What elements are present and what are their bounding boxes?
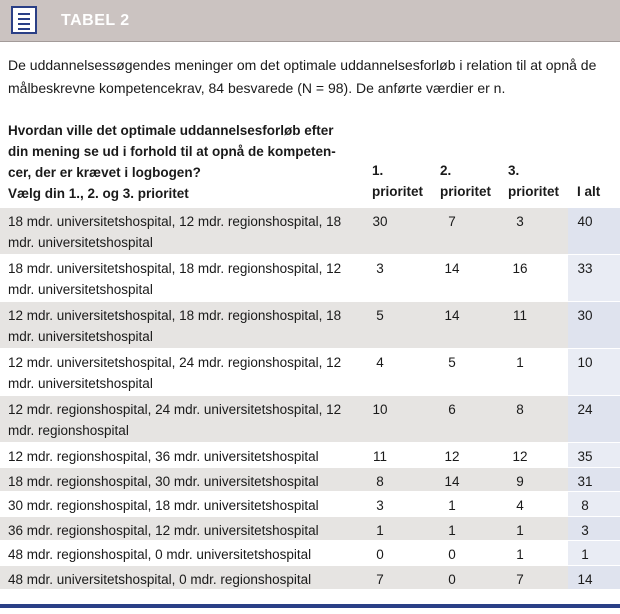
cell-total: 8: [581, 498, 589, 513]
row-label: 12 mdr. universitetshospital, 24 mdr. regionshospital, 12 mdr. universitetshospital: [8, 355, 342, 391]
cell-priority-1: 0: [376, 547, 384, 562]
table-row: [0, 396, 620, 443]
cell-priority-2: 6: [448, 402, 456, 417]
cell-priority-1: 10: [372, 402, 388, 417]
bottom-rule: [0, 604, 620, 608]
cell-priority-2: 1: [448, 522, 456, 538]
cell-priority-1: 8: [376, 473, 384, 489]
row-label: 30 mdr. regionshospital, 18 mdr. universitetshospital: [8, 498, 319, 513]
question-line: din mening se ud i forhold til at opnå de kompeten-: [8, 144, 336, 159]
cell-priority-3: 4: [516, 498, 524, 513]
cell-total: 40: [577, 214, 593, 229]
cell-total: 30: [577, 308, 593, 323]
question-header: [8, 120, 348, 204]
question-line: Hvordan ville det optimale uddannelsesforløb efter: [8, 123, 334, 138]
table-row: [0, 468, 620, 493]
table-row: [0, 517, 620, 542]
cell-total: 33: [577, 261, 593, 276]
table-header-bar: [0, 0, 620, 42]
row-label: 18 mdr. regionshospital, 30 mdr. universitetshospital: [8, 473, 319, 489]
cell-total: 14: [577, 571, 593, 587]
col-header-total: I alt: [577, 184, 601, 199]
table-row: [0, 255, 620, 302]
cell-total: 24: [577, 402, 593, 417]
table-row: [0, 349, 620, 396]
cell-priority-2: 1: [448, 498, 456, 513]
cell-priority-2: 12: [444, 449, 460, 464]
cell-priority-3: 11: [512, 308, 527, 323]
table-row: [0, 443, 620, 468]
table-title: TABEL 2: [61, 12, 130, 29]
cell-priority-2: 0: [448, 571, 456, 587]
cell-priority-2: 14: [444, 261, 460, 276]
table-row: [0, 208, 620, 255]
cell-total: 1: [581, 547, 589, 562]
cell-priority-3: 1: [516, 355, 524, 370]
cell-priority-2: 5: [448, 355, 456, 370]
cell-priority-1: 11: [372, 449, 387, 464]
cell-priority-2: 14: [444, 473, 460, 489]
cell-priority-1: 3: [376, 498, 384, 513]
table-icon: [11, 6, 37, 34]
cell-priority-3: 16: [512, 261, 528, 276]
row-label: 48 mdr. universitetshospital, 0 mdr. regionshospital: [8, 571, 312, 587]
cell-priority-2: 14: [444, 308, 460, 323]
table-row: [0, 492, 620, 517]
cell-priority-2: 7: [448, 214, 456, 229]
row-label: 12 mdr. regionshospital, 36 mdr. universitetshospital: [8, 449, 319, 464]
cell-priority-3: 12: [512, 449, 528, 464]
cell-priority-3: 9: [516, 473, 524, 489]
cell-total: 3: [581, 522, 589, 538]
cell-priority-2: 0: [448, 547, 456, 562]
table-row: [0, 566, 620, 591]
table-caption: De uddannelsessøgendes meninger om det optimale uddannelsesforløb i relation til at opnå de målbeskrevne kompetencekrav, 84 besvarede (N = 98). De anførte værdier er n.: [8, 57, 597, 96]
cell-priority-3: 1: [516, 522, 524, 538]
cell-priority-1: 5: [376, 308, 384, 323]
row-label: 48 mdr. regionshospital, 0 mdr. universitetshospital: [8, 547, 312, 562]
col-header-priority-2: 2. prioritet: [440, 163, 492, 199]
table-row: [0, 541, 620, 566]
row-label: 36 mdr. regionshospital, 12 mdr. universitetshospital: [8, 522, 319, 538]
question-line: cer, der er krævet i logbogen?: [8, 165, 201, 180]
table-row: [0, 302, 620, 349]
cell-priority-1: 7: [376, 571, 384, 587]
cell-priority-3: 3: [516, 214, 524, 229]
col-header-priority-1: 1. prioritet: [372, 163, 424, 199]
cell-priority-1: 4: [376, 355, 384, 370]
cell-priority-1: 1: [376, 522, 384, 538]
cell-priority-1: 30: [372, 214, 388, 229]
cell-total: 35: [577, 449, 593, 464]
cell-priority-1: 3: [376, 261, 384, 276]
row-label: 18 mdr. universitetshospital, 18 mdr. regionshospital, 12 mdr. universitetshospital: [8, 261, 342, 297]
row-label: 18 mdr. universitetshospital, 12 mdr. regionshospital, 18 mdr. universitetshospital: [8, 214, 342, 250]
cell-priority-3: 8: [516, 402, 524, 417]
cell-priority-3: 1: [516, 547, 524, 562]
table-body: [0, 208, 620, 590]
col-header-priority-3: 3. prioritet: [508, 163, 560, 199]
cell-total: 31: [577, 473, 593, 489]
row-label: 12 mdr. universitetshospital, 18 mdr. regionshospital, 18 mdr. universitetshospital: [8, 308, 342, 344]
row-label: 12 mdr. regionshospital, 24 mdr. universitetshospital, 12 mdr. regionshospital: [8, 402, 342, 438]
table-head: [0, 120, 620, 208]
cell-total: 10: [577, 355, 593, 370]
cell-priority-3: 7: [516, 571, 524, 587]
question-line: Vælg din 1., 2. og 3. prioritet: [8, 186, 189, 201]
